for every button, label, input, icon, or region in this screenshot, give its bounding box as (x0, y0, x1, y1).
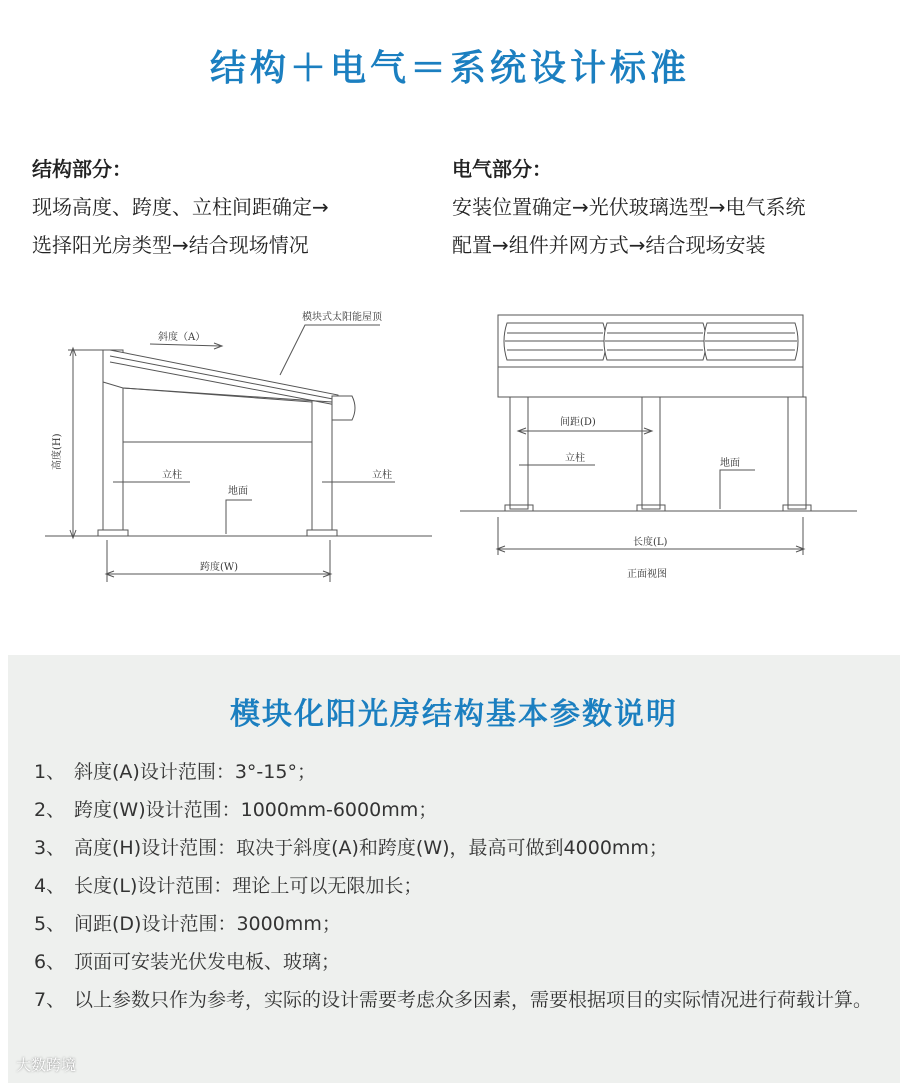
list-item (34, 981, 874, 1019)
list-item (34, 791, 874, 829)
list-item (34, 905, 874, 943)
pillar-left-label: 立柱 (162, 470, 182, 481)
item-text: 跨度(W)设计范围：1000mm-6000mm； (74, 799, 438, 821)
list-item (34, 753, 874, 791)
watermark: 大数跨境 (16, 1056, 77, 1074)
solar-module (704, 323, 798, 360)
span-label: 跨度(W) (200, 562, 239, 573)
front-view-diagram (455, 305, 865, 595)
item-number: 3、 (34, 837, 66, 859)
structure-section (32, 150, 432, 264)
item-number: 5、 (34, 913, 66, 935)
item-text: 间距(D)设计范围：3000mm； (74, 913, 341, 935)
solar-module (604, 323, 706, 360)
structure-line: 现场高度、跨度、立柱间距确定→ (32, 195, 329, 219)
params-title: 模块化阳光房结构基本参数说明 (230, 697, 678, 732)
params-panel (8, 655, 900, 1083)
pillar (510, 397, 528, 509)
structure-line: 选择阳光房类型→结合现场情况 (32, 233, 309, 257)
slope-label: 斜度（A） (158, 332, 206, 343)
right-pillar (312, 400, 332, 534)
structure-heading: 结构部分： (32, 157, 132, 181)
solar-module (504, 323, 606, 360)
electrical-line: 安装位置确定→光伏玻璃选型→电气系统 (452, 195, 806, 219)
roof-beam (498, 367, 803, 397)
electrical-line: 配置→组件并网方式→结合现场安装 (452, 233, 766, 257)
electrical-heading: 电气部分： (452, 157, 552, 181)
item-text: 高度(H)设计范围：取决于斜度(A)和跨度(W)，最高可做到4000mm； (74, 837, 668, 859)
item-text: 长度(L)设计范围：理论上可以无限加长； (74, 875, 423, 897)
item-text: 以上参数只作为参考，实际的设计需要考虑众多因素，需要根据项目的实际情况进行荷载计算。 (74, 989, 873, 1011)
list-item (34, 867, 874, 905)
item-text: 斜度(A)设计范围：3°-15°； (74, 761, 316, 783)
pillar (642, 397, 660, 509)
ground-label: 地面 (228, 486, 248, 497)
length-label: 长度(L) (633, 537, 668, 548)
item-text: 顶面可安装光伏发电板、玻璃； (74, 951, 341, 973)
item-number: 1、 (34, 761, 66, 783)
pillar-right-label: 立柱 (372, 470, 392, 481)
list-item (34, 829, 874, 867)
item-number: 6、 (34, 951, 66, 973)
spacing-label: 间距(D) (560, 417, 596, 428)
ground-label: 地面 (720, 458, 740, 469)
side-view-diagram (40, 300, 440, 590)
electrical-section (452, 150, 892, 264)
pillar (788, 397, 806, 509)
params-list (34, 753, 874, 1019)
pillar-label: 立柱 (565, 453, 585, 464)
item-number: 2、 (34, 799, 66, 821)
page-title: 结构＋电气＝系统设计标准 (209, 48, 690, 89)
list-item (34, 943, 874, 981)
item-number: 7、 (34, 989, 66, 1011)
item-number: 4、 (34, 875, 66, 897)
height-label: 高度(H) (52, 433, 63, 470)
gutter (332, 396, 355, 420)
diagram-caption: 正面视图 (627, 569, 667, 580)
roof-label: 模块式太阳能屋顶 (302, 312, 382, 323)
